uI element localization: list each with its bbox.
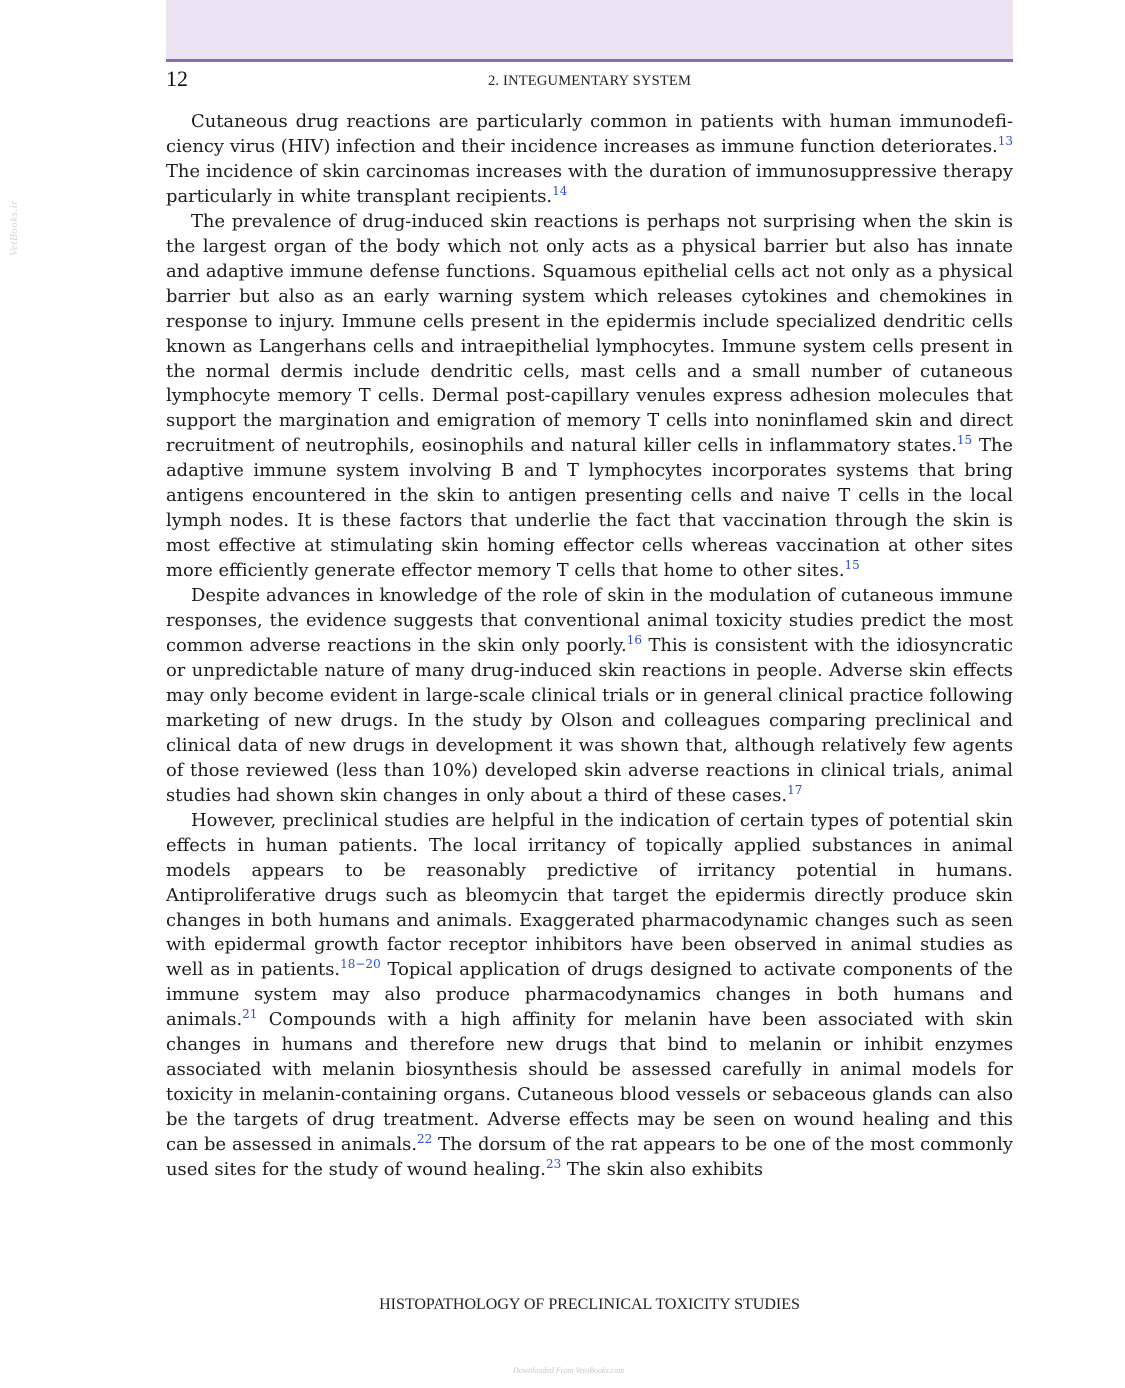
reference-link[interactable]: 16 bbox=[626, 633, 642, 648]
reference-link[interactable]: 14 bbox=[552, 183, 568, 198]
paragraph-2 bbox=[166, 210, 1013, 584]
paragraph-4 bbox=[166, 809, 1013, 1183]
reference-link[interactable]: 17 bbox=[787, 782, 803, 797]
reference-link[interactable]: 21 bbox=[242, 1007, 258, 1022]
paragraph-1 bbox=[166, 110, 1013, 210]
text-run: The dorsum of the rat appears to be one of the most commonly used sites for the study of wound healing. bbox=[166, 1134, 1013, 1181]
paragraph-3 bbox=[166, 584, 1013, 809]
bottom-watermark: Downloaded From VetoBooks.com bbox=[512, 1366, 625, 1375]
reference-link[interactable]: 15 bbox=[844, 558, 860, 573]
text-run: However, preclinical studies are helpful in the indication of certain types of potential skin effects in human patients. The local irritancy of topically applied substances in animal models appears to be reasonably predictive of irritancy potential in humans. Antiproliferative drugs such as bleomycin that target the epidermis directly produce skin changes in both humans and animals. Exaggerated pharmacodynamic changes such as seen with epidermal growth factor receptor inhibitors have been observed in animal studies as well as in patients. bbox=[166, 809, 1013, 981]
reference-link[interactable]: 13 bbox=[997, 133, 1013, 148]
text-run: Topical application of drugs designed to activate components of the immune system may also produce pharmacodynamics changes in both humans and animals. bbox=[166, 959, 1014, 1031]
reference-link[interactable]: 18−20 bbox=[340, 957, 381, 972]
side-watermark: VetBooks.ir bbox=[7, 200, 20, 256]
page-number: 12 bbox=[166, 66, 188, 91]
text-run: The incidence of skin carcinomas increases with the duration of immunosuppressive therapy particularly in white transplant recipients. bbox=[166, 160, 1013, 207]
running-head: 2. INTEGUMENTARY SYSTEM bbox=[487, 73, 692, 89]
text-run: Cutaneous drug reactions are particularly common in patients with human immunodeficiency virus (HIV) infection and their incidence increases as immune function deteriorates. bbox=[166, 111, 1013, 157]
reference-link[interactable]: 15 bbox=[956, 433, 973, 448]
body-text bbox=[166, 110, 1013, 1183]
text-run: The adaptive immune system involving B and T lymphocytes incorporates systems that bring antigens encountered in the skin to antigen presenting cells and naive T cells in the local lymph nodes. It is these factors that underlie the fact that vaccination through the skin is most effective at stimulating skin homing effector cells whereas vaccination at other sites more efficiently generate effector memory T cells that home to other sites. bbox=[166, 435, 1013, 582]
text-run: The skin also exhibits bbox=[561, 1159, 764, 1181]
footer-book-title: HISTOPATHOLOGY OF PRECLINICAL TOXICITY STUDIES bbox=[379, 1296, 800, 1313]
text-run: The prevalence of drug-induced skin reactions is perhaps not surprising when the skin is the largest organ of the body which not only acts as a physical barrier but also has innate and adaptive immune defense functions. Squamous epithelial cells act not only as a physical barrier but also as an early warning system which releases cytokines and chemokines in response to injury. Immune cells present in the epidermis include specialized dendritic cells known as Langerhans cells and intraepithelial lymphocytes. Immune system cells present in the normal dermis include dendritic cells, mast cells and a small number of cutaneous lymphocyte memory T cells. Dermal post-capillary venules express adhesion molecules that support the margination and emigration of memory T cells into noninflamed skin and direct recruitment of neutrophils, eosinophils and natural killer cells in inflammatory states. bbox=[166, 210, 1013, 457]
header-band bbox=[166, 0, 1013, 62]
text-run: This is consistent with the idiosyncratic or unpredictable nature of many drug-induced skin reactions in people. Adverse skin effects may only become evident in large-scale clinical trials or in general clinical practice following marketing of new drugs. In the study by Olson and colleagues comparing preclinical and clinical data of new drugs in development it was shown that, although relatively few agents of those reviewed (less than 10%) developed skin adverse reactions in clinical trials, animal studies had shown skin changes in only about a third of these cases. bbox=[166, 635, 1013, 806]
text-run: Compounds with a high affinity for melanin have been associated with skin changes in humans and therefore new drugs that bind to melanin or inhibit enzymes associated with melanin biosynthesis should be assessed carefully in animal models for toxicity in melanin-containing organs. Cutaneous blood vessels or sebaceous glands can also be the targets of drug treatment. Adverse effects may be seen on wound healing and this can be assessed in animals. bbox=[166, 1009, 1013, 1156]
text-run: Despite advances in knowledge of the role of skin in the modulation of cutaneous immune responses, the evidence suggests that conventional animal toxicity studies predict the most common adverse reactions in the skin only poorly. bbox=[166, 585, 1013, 657]
reference-link[interactable]: 22 bbox=[417, 1132, 433, 1147]
reference-link[interactable]: 23 bbox=[545, 1157, 562, 1172]
